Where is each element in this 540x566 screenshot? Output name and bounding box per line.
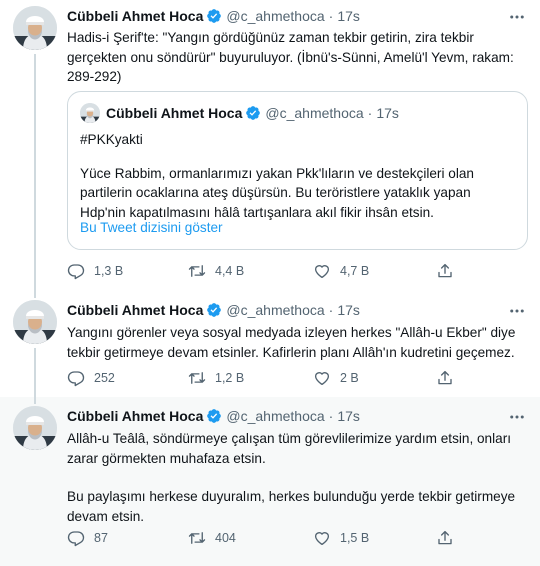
share-icon — [436, 529, 454, 547]
more-options-icon[interactable] — [508, 8, 526, 26]
like-button[interactable] — [313, 262, 369, 280]
thread-connector-line — [34, 293, 36, 298]
quoted-tweet-text — [80, 130, 516, 222]
quoted-tweet-header — [106, 103, 399, 123]
like-count: 1,5 B — [340, 531, 370, 545]
share-button[interactable] — [436, 369, 463, 387]
retweet-icon — [188, 529, 206, 547]
verified-badge-icon — [206, 8, 222, 24]
more-options-icon[interactable] — [508, 302, 526, 320]
separator-dot: · — [367, 105, 373, 121]
tweet-header — [67, 6, 360, 26]
share-icon — [436, 369, 454, 387]
reply-icon — [67, 529, 85, 547]
verified-badge-icon — [245, 105, 261, 121]
retweet-count: 1,2 B — [215, 371, 245, 385]
retweet-icon — [188, 262, 206, 280]
thread-connector-line — [34, 397, 36, 404]
like-button[interactable] — [313, 369, 359, 387]
more-options-icon[interactable] — [508, 408, 526, 426]
reply-count: 1,3 B — [94, 264, 124, 278]
separator-dot: · — [328, 408, 334, 424]
author-handle[interactable]: @c_ahmethoca — [265, 105, 364, 121]
verified-badge-icon — [206, 408, 222, 424]
avatar[interactable] — [13, 6, 57, 50]
reply-button[interactable] — [67, 529, 108, 547]
author-handle[interactable]: @c_ahmethoca — [226, 302, 325, 318]
reply-icon — [67, 369, 85, 387]
timestamp[interactable]: 17s — [376, 105, 399, 121]
avatar[interactable] — [13, 406, 57, 450]
author-name[interactable]: Cübbeli Ahmet Hoca — [67, 302, 204, 318]
reply-button[interactable] — [67, 262, 123, 280]
retweet-count: 404 — [215, 531, 236, 545]
author-handle[interactable]: @c_ahmethoca — [226, 408, 325, 424]
separator-dot: · — [328, 8, 334, 24]
tweet-actions — [67, 529, 467, 549]
timestamp[interactable]: 17s — [337, 302, 360, 318]
tweet-2[interactable] — [0, 293, 540, 397]
separator-dot: · — [328, 302, 334, 318]
thread-connector-line — [34, 348, 36, 397]
heart-icon — [313, 529, 331, 547]
retweet-button[interactable] — [188, 262, 244, 280]
retweet-button[interactable] — [188, 369, 244, 387]
share-icon — [436, 262, 454, 280]
tweet-3[interactable] — [0, 397, 540, 566]
tweet-paragraph: Allâh-u Teâlâ, söndürmeye çalışan tüm görevlilerimize yardım etsin, onları zarar görmekten muhafaza etsin. — [67, 431, 512, 466]
show-thread-link[interactable]: Bu Tweet dizisini göster — [80, 220, 223, 235]
tweet-header — [67, 300, 360, 320]
heart-icon — [313, 262, 331, 280]
reply-button[interactable] — [67, 369, 115, 387]
share-button[interactable] — [436, 529, 463, 547]
thread-connector-line — [34, 54, 36, 293]
share-button[interactable] — [436, 262, 463, 280]
like-count: 4,7 B — [340, 264, 370, 278]
reply-count: 87 — [94, 531, 108, 545]
tweet-actions — [67, 262, 467, 282]
reply-count: 252 — [94, 371, 115, 385]
tweet-text — [67, 429, 527, 526]
avatar[interactable] — [80, 103, 100, 123]
verified-badge-icon — [206, 302, 222, 318]
author-name[interactable]: Cübbeli Ahmet Hoca — [67, 408, 204, 424]
tweet-paragraph: Hadis-i Şerif'te: "Yangın gördüğünüz zaman tekbir getirin, zira tekbir gerçekten onu söndürür" buyuruluyor. (İbnü's-Sünni, Amelü'l Yevm, rakam: 289-292) — [67, 30, 514, 84]
tweet-text — [67, 323, 527, 362]
avatar[interactable] — [13, 300, 57, 344]
author-name[interactable]: Cübbeli Ahmet Hoca — [106, 105, 243, 121]
like-button[interactable] — [313, 529, 369, 547]
reply-icon — [67, 262, 85, 280]
tweet-header — [67, 406, 360, 426]
hashtag-line[interactable]: #PKKyakti — [80, 132, 143, 147]
retweet-icon — [188, 369, 206, 387]
retweet-count: 4,4 B — [215, 264, 245, 278]
tweet-paragraph: Yangını görenler veya sosyal medyada izleyen herkes "Allâh-u Ekber" diye tekbir getirmeye devam etsinler. Kafirlerin planı Allâh'ın kudretini geçemez. — [67, 325, 516, 360]
heart-icon — [313, 369, 331, 387]
timestamp[interactable]: 17s — [337, 8, 360, 24]
quoted-paragraph: Yüce Rabbim, ormanlarımızı yakan Pkk'lıların ve destekçileri olan partilerin ocaklarına ateş düşürsün. Bu teröristlere yataklık yapan Hdp'nin kapatılmasını hâlâ tartışanlara akıl fikir ihsân etsin. — [80, 165, 474, 220]
tweet-text — [67, 28, 527, 87]
timestamp[interactable]: 17s — [337, 408, 360, 424]
like-count: 2 B — [340, 371, 359, 385]
author-handle[interactable]: @c_ahmethoca — [226, 8, 325, 24]
tweet-paragraph: Bu paylaşımı herkese duyuralım, herkes bulunduğu yerde tekbir getirmeye devam etsin. — [67, 489, 516, 524]
tweet-actions — [67, 369, 467, 389]
quoted-tweet[interactable] — [67, 91, 528, 250]
retweet-button[interactable] — [188, 529, 236, 547]
author-name[interactable]: Cübbeli Ahmet Hoca — [67, 8, 204, 24]
